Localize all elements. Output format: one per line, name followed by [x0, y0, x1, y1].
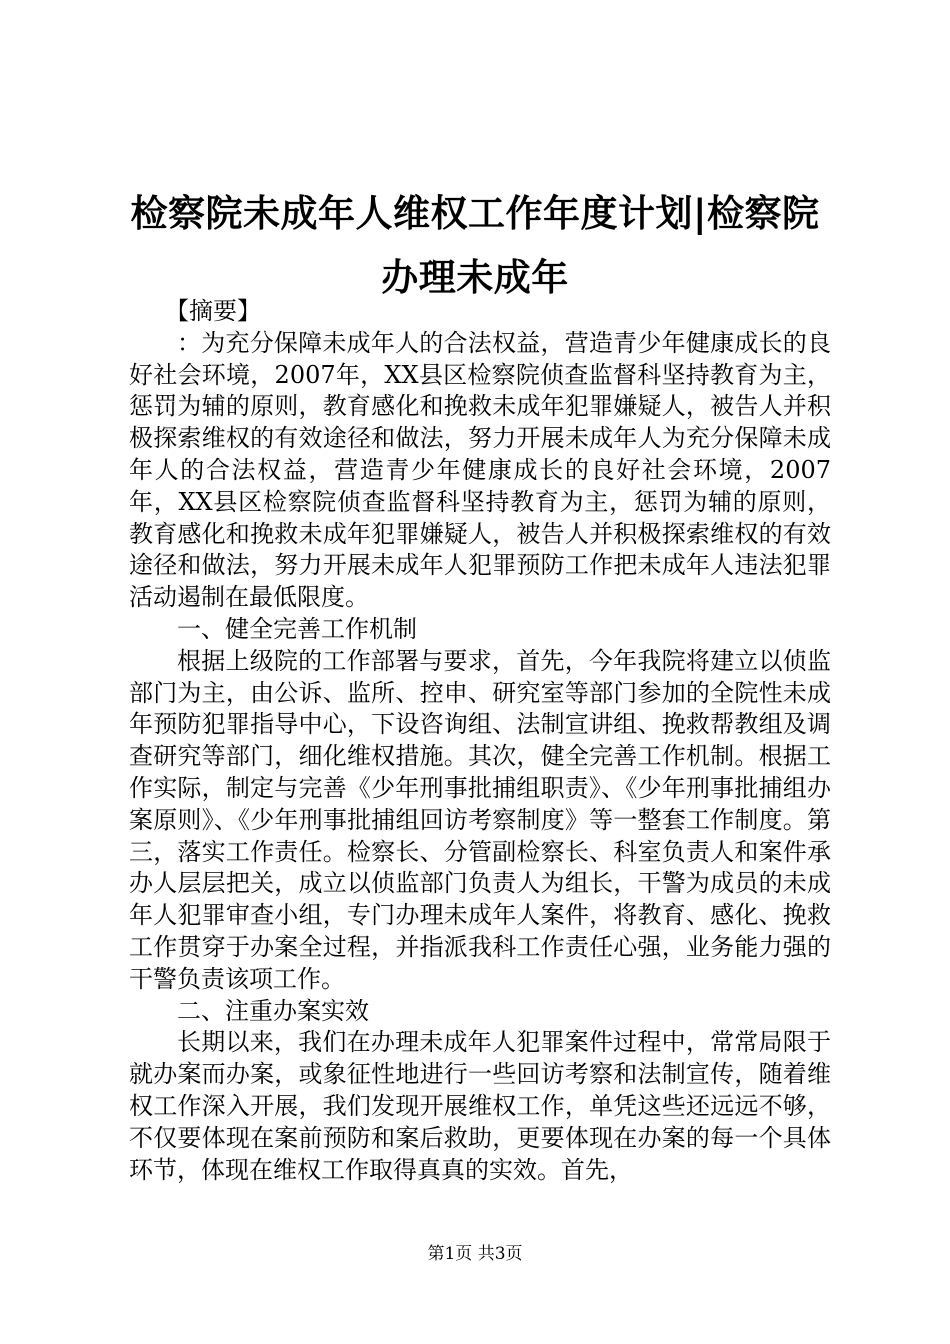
section-paragraph-1: 根据上级院的工作部署与要求，首先，今年我院将建立以侦监部门为主，由公诉、监所、控申、研究室等部门参加的全院性未成年预防犯罪指导中心，下设咨询组、法制宣讲组、挽救帮教组及调查研究等部门，细化维权措施。其次，健全完善工作机制。根据工作实际，制定与完善《少年刑事批捕组职责》、《少年刑事批捕组办案原则》、《少年刑事批捕组回访考察制度》等一整套工作制度。第三，落实工作责任。检察长、分管副检察长、科室负责人和案件承办人层层把关，成立以侦监部门负责人为组长，干警为成员的未成年人犯罪审查小组，专门办理未成年人案件，将教育、感化、挽救工作贯穿于办案全过程，并指派我科工作责任心强，业务能力强的干警负责该项工作。	[129, 646, 831, 993]
abstract-paragraph: ：为充分保障未成年人的合法权益，营造青少年健康成长的良好社会环境，2007年，XX县区检察院侦查监督科坚持教育为主，惩罚为辅的原则，教育感化和挽救未成年犯罪嫌疑人，被告人并积极探索维权的有效途径和做法，努力开展未成年人为充分保障未成年人的合法权益，营造青少年健康成长的良好社会环境，2007年，XX县区检察院侦查监督科坚持教育为主，惩罚为辅的原则，教育感化和挽救未成年犯罪嫌疑人，被告人并积极探索维权的有效途径和做法，努力开展未成年人犯罪预防工作把未成年人违法犯罪活动遏制在最低限度。	[129, 328, 831, 612]
section-heading-2: 二、注重办案实效	[177, 996, 369, 1025]
section-paragraph-2: 长期以来，我们在办理未成年人犯罪案件过程中，常常局限于就办案而办案，或象征性地进行一些回访考察和法制宣传，随着维权工作深入开展，我们发现开展维权工作，单凭这些还远远不够，不仅要体现在案前预防和案后救助，更要体现在办案的每一个具体环节，体现在维权工作取得真真的实效。首先，	[129, 1028, 831, 1184]
page-number-footer: 第1页 共3页	[427, 1244, 523, 1264]
document-title: 检察院未成年人维权工作年度计划|检察院办理未成年	[130, 192, 820, 299]
section-heading-1: 一、健全完善工作机制	[177, 614, 417, 643]
abstract-label: 【摘要】	[165, 297, 261, 325]
document-body	[129, 296, 831, 1186]
